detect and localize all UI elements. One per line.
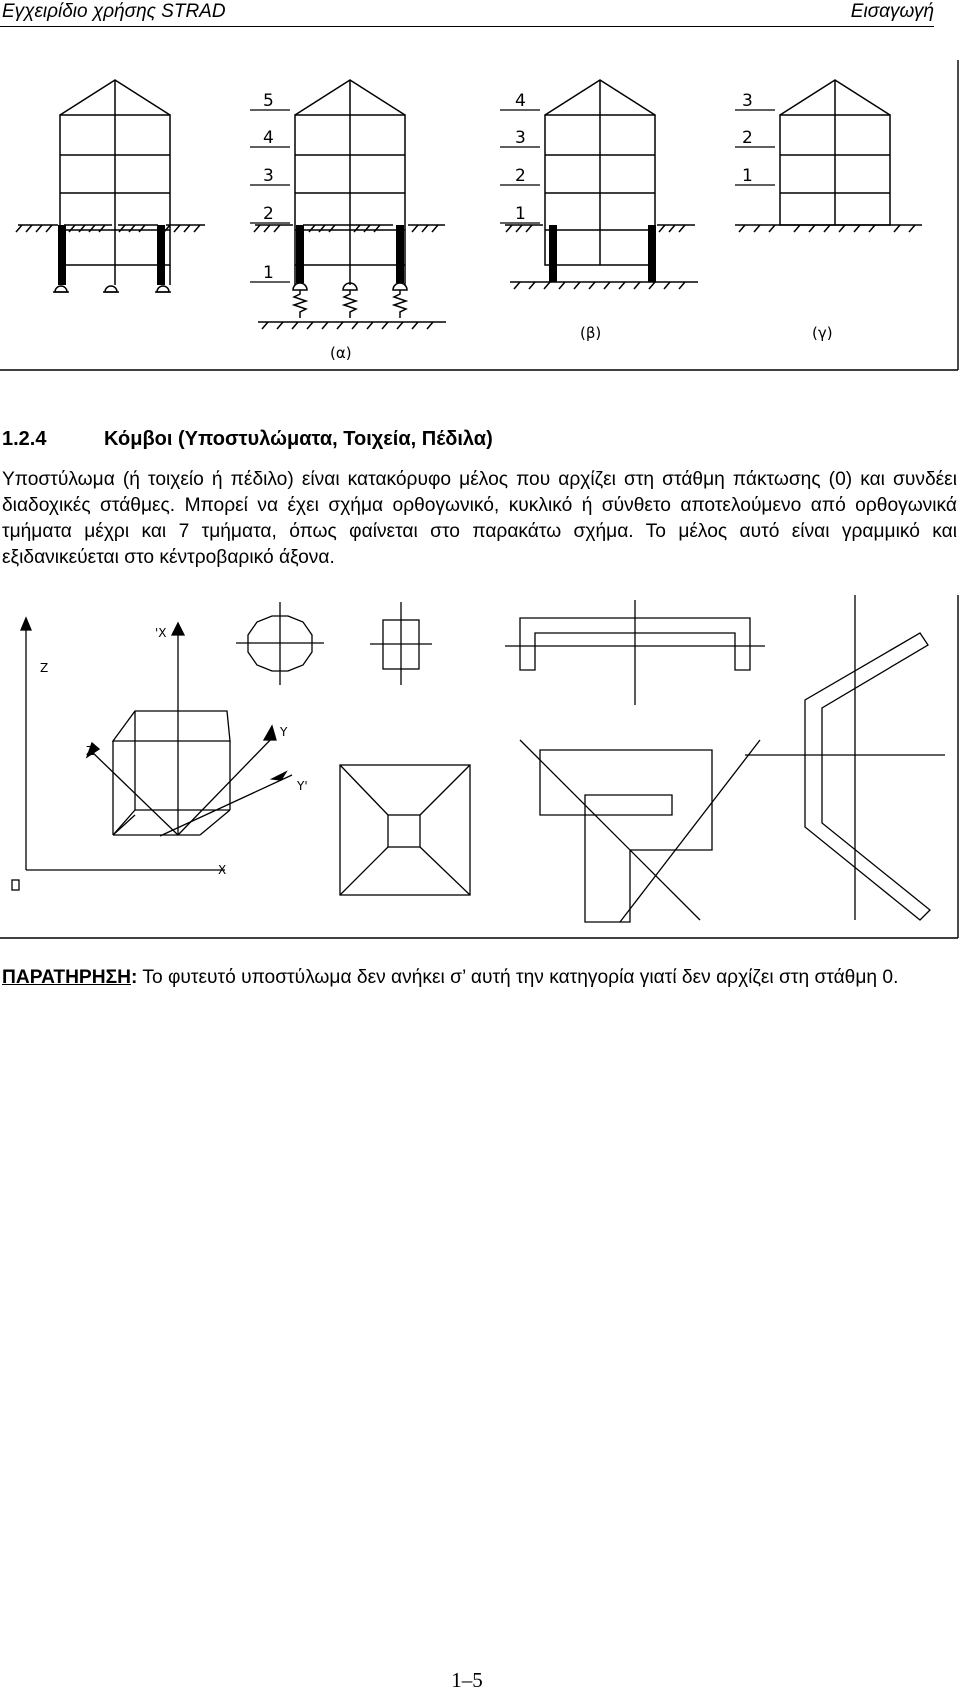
level-b-1: 1 <box>515 204 526 224</box>
level-c-2: 2 <box>742 128 753 148</box>
axis-label-z: Z <box>40 661 49 675</box>
building-c-drawing <box>735 80 922 232</box>
square-section-shape <box>370 602 432 685</box>
note-text: Το φυτευτό υποστύλωμα δεν ανήκει σ’ αυτή την κατηγορία γιατί δεν αρχίζει στη στάθμη 0. <box>137 967 899 988</box>
section-paragraph: Υποστύλωμα (ή τοιχείο ή πέδιλο) είναι κατακόρυφο μέλος που αρχίζει στη στάθμη πάκτωσης (0) και συνδέει διαδοχικές στάθμες. Μπορεί να έχει σχήμα ορθογωνικό, κυκλικό ή σύνθετο αποτελούμενο από ορθογωνικά τμήματα μέχρι και 7 τμήματα, όπως φαίνεται στο παρακάτω σχήμα. Το μέλος αυτό είναι γραμμικό και εξιδανικεύεται στο κέντροβαρικό άξονα. <box>2 469 957 568</box>
axis-label-y-prime: Y' <box>297 779 308 793</box>
foundation-levels-figure <box>0 40 960 380</box>
building-a2-drawing <box>254 80 446 329</box>
axes-diagram <box>12 618 292 890</box>
level-b-4: 4 <box>515 91 526 111</box>
page-number: 1–5 <box>451 1668 483 1692</box>
pyramid-section-shape <box>340 765 470 895</box>
level-b-2: 2 <box>515 166 526 186</box>
axis-label-x: X <box>218 863 227 877</box>
page-header <box>0 0 934 27</box>
section-shapes-figure <box>0 590 960 940</box>
caption-a: (α) <box>330 344 352 362</box>
caption-c: (γ) <box>812 324 833 342</box>
level-c-1: 1 <box>742 166 753 186</box>
channel-section-shape <box>505 600 765 705</box>
note-label <box>2 967 137 988</box>
note-label-colon: : <box>130 967 138 988</box>
level-a-5: 5 <box>263 91 274 111</box>
building-a-drawing <box>16 80 205 292</box>
note-paragraph <box>2 965 957 991</box>
section-heading <box>2 428 493 451</box>
header-chapter-title: Εισαγωγή <box>850 1 934 22</box>
level-a-2: 2 <box>263 204 274 224</box>
section-title: Κόμβοι (Υποστυλώματα, Τοιχεία, Πέδιλα) <box>104 428 493 450</box>
axis-label-y: Y <box>280 725 288 739</box>
level-b-3: 3 <box>515 128 526 148</box>
composite-section-shape <box>520 740 760 922</box>
level-a-1: 1 <box>263 263 274 283</box>
header-manual-title: Εγχειρίδιο χρήσης STRAD <box>2 1 226 22</box>
section-number: 1.2.4 <box>2 428 47 450</box>
note-label-text: ΠΑΡΑΤΗΡΗΣΗ <box>2 967 131 988</box>
level-a-4: 4 <box>263 128 274 148</box>
caption-b: (β) <box>580 324 602 342</box>
level-a-3: 3 <box>263 166 274 186</box>
level-c-3: 3 <box>742 91 753 111</box>
angled-section-shape <box>745 595 945 920</box>
axis-label-z-prime: Z' <box>86 744 98 758</box>
circular-section-shape <box>236 602 324 685</box>
axis-label-x-prime: 'X <box>155 626 167 640</box>
